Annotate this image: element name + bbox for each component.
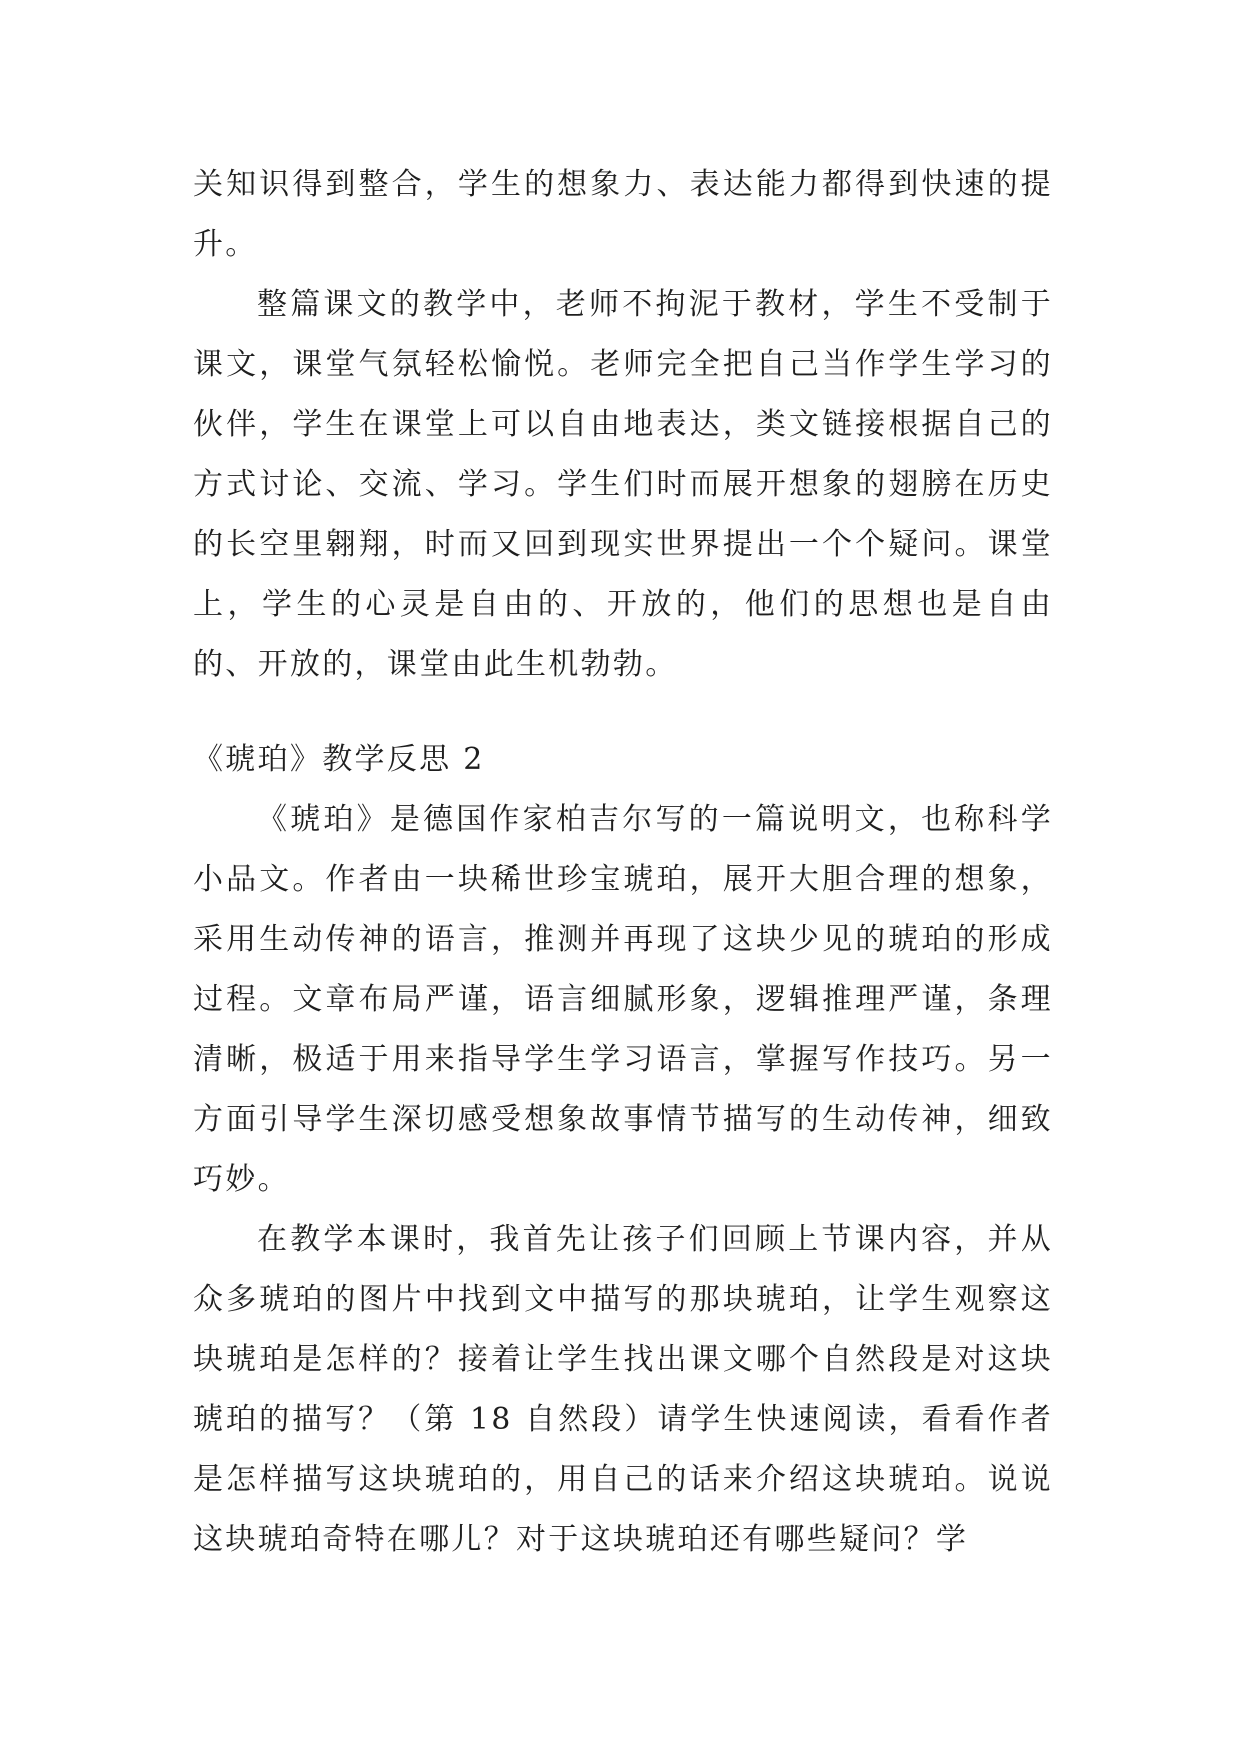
paragraph-continued: 关知识得到整合，学生的想象力、表达能力都得到快速的提升。	[193, 167, 1053, 262]
paragraph-teaching-process: 在教学本课时，我首先让孩子们回顾上节课内容，并从众多琥珀的图片中找到文中描写的那块琥珀，让学生观察这块琥珀是怎样的？接着让学生找出课文哪个自然段是对这块琥珀的描写？（第 18 自然段）请学生快速阅读，看看作者是怎样描写这块琥珀的，用自己的话来介绍这块琥珀。说说这块琥珀奇特在哪儿？对于这块琥珀还有哪些疑问？学	[193, 1222, 1053, 1557]
paragraph-classroom-summary: 整篇课文的教学中，老师不拘泥于教材，学生不受制于课文，课堂气氛轻松愉悦。老师完全把自己当作学生学习的伙伴，学生在课堂上可以自由地表达，类文链接根据自己的方式讨论、交流、学习。学生们时而展开想象的翅膀在历史的长空里翱翔，时而又回到现实世界提出一个个疑问。课堂上，学生的心灵是自由的、开放的，他们的思想也是自由的、开放的，课堂由此生机勃勃。	[193, 287, 1053, 682]
paragraph-intro: 《琥珀》是德国作家柏吉尔写的一篇说明文，也称科学小品文。作者由一块稀世珍宝琥珀，展开大胆合理的想象，采用生动传神的语言，推测并再现了这块少见的琥珀的形成过程。文章布局严谨，语言细腻形象，逻辑推理严谨，条理清晰，极适于用来指导学生学习语言，掌握写作技巧。另一方面引导学生深切感受想象故事情节描写的生动传神，细致巧妙。	[193, 802, 1053, 1197]
section-heading: 《琥珀》教学反思 2	[193, 742, 485, 777]
section-continued-text	[193, 155, 1053, 695]
section-reflection-2	[193, 730, 1053, 1570]
